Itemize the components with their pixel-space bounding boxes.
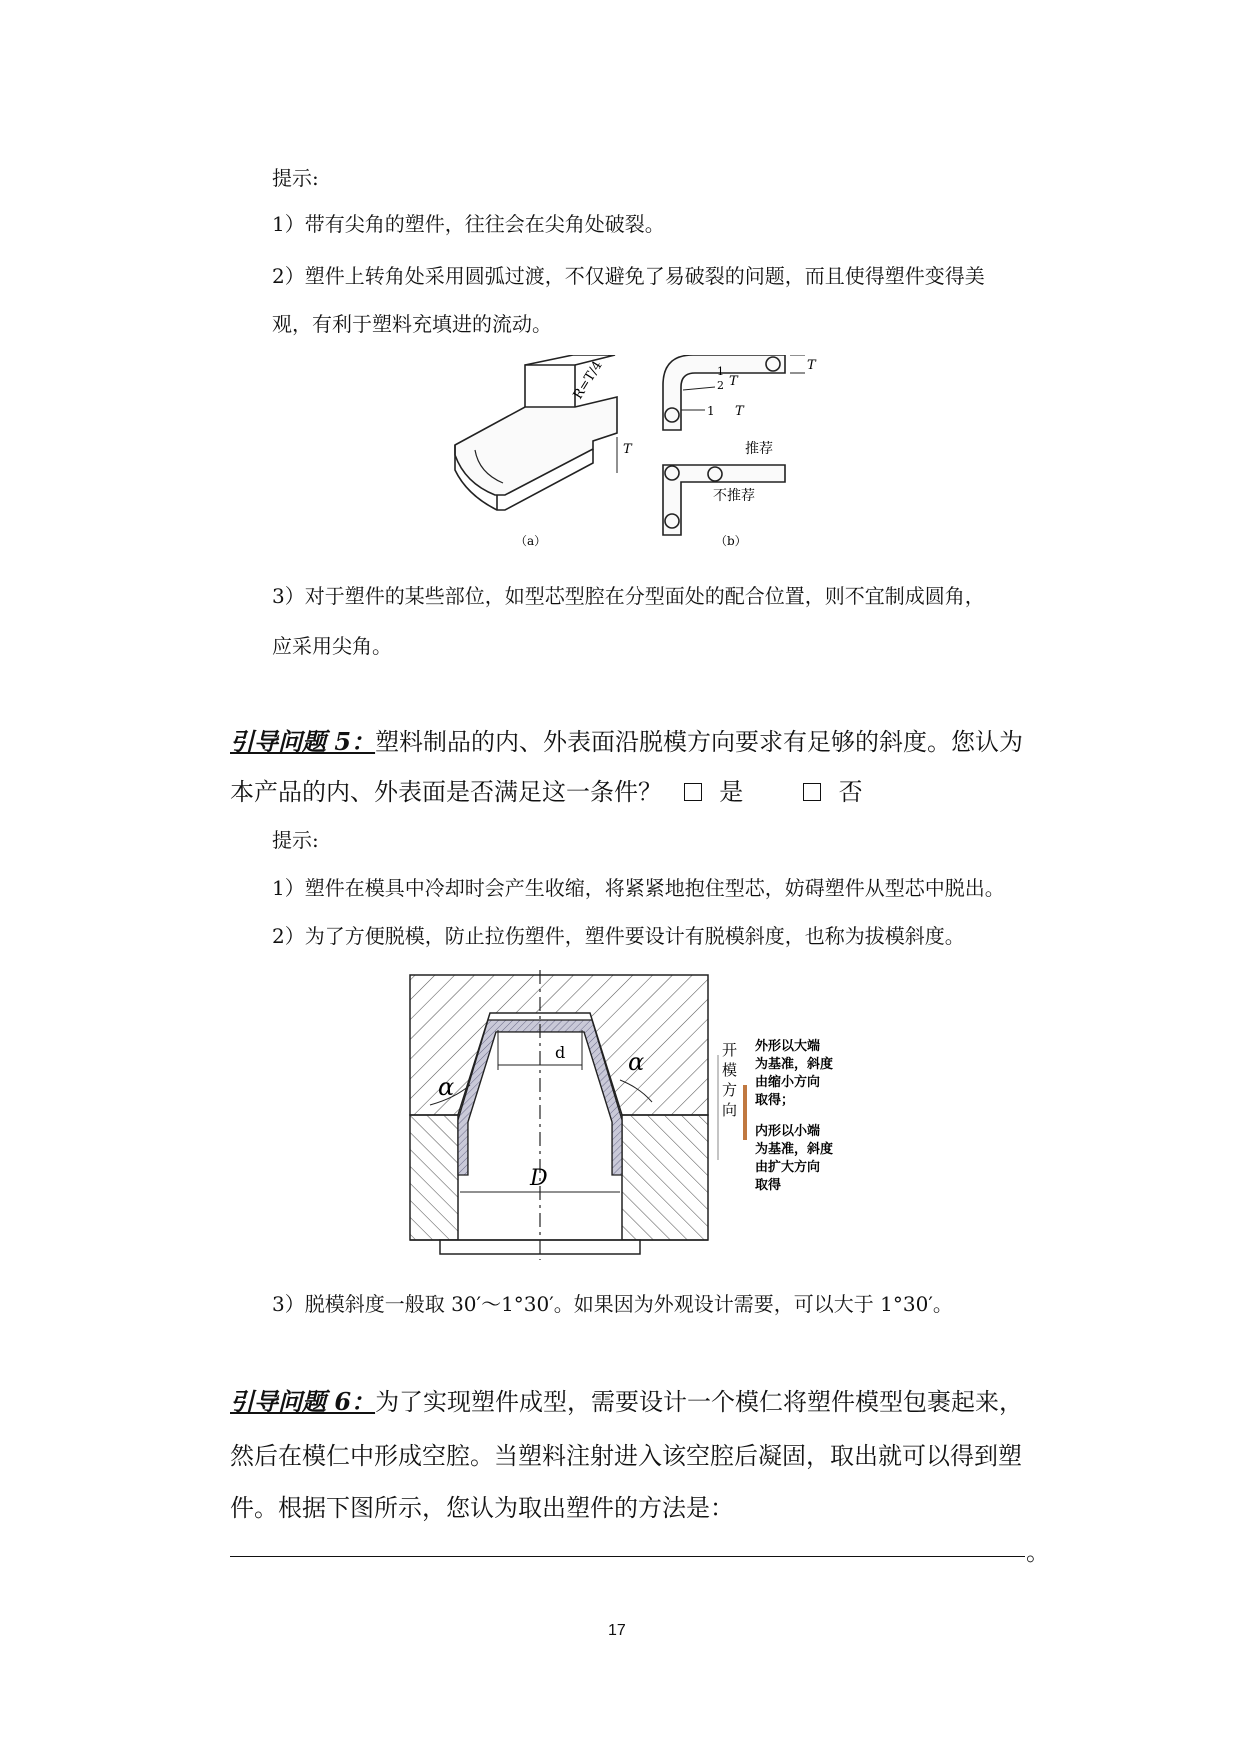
tip-2-continued: 观，有利于塑料充填进的流动。 xyxy=(272,312,552,336)
question-6-label: 引导问题 6： xyxy=(230,1387,376,1416)
recommended-label: 推荐 xyxy=(745,441,773,457)
not-recommended-label: 不推荐 xyxy=(713,488,755,504)
q5-tip-1: 1）塑件在模具中冷却时会产生收缩，将紧紧地抱住型芯，妨碍塑件从型芯中脱出。 xyxy=(272,876,1005,900)
note-outer-2: 为基准，斜度 xyxy=(755,1057,834,1072)
dim-D-label: D xyxy=(530,1166,548,1191)
answer-end-period: 。 xyxy=(1026,1538,1050,1566)
note-outer-4: 取得； xyxy=(755,1093,795,1108)
note-inner-2: 为基准，斜度 xyxy=(755,1142,834,1157)
alpha-left-label: α xyxy=(438,1073,455,1101)
tip-1: 1）带有尖角的塑件，往往会在尖角处破裂。 xyxy=(272,212,665,236)
dim-d-label: d xyxy=(555,1043,566,1062)
thickness-label-b: T xyxy=(807,358,816,373)
question-6-line1 xyxy=(230,1382,1023,1417)
tip-2: 2）塑件上转角处采用圆弧过渡，不仅避免了易破裂的问题，而且使得塑件变得美 xyxy=(272,264,985,288)
option-yes-label: 是 xyxy=(719,778,744,806)
question-6-line2: 然后在模仁中形成空腔。当塑料注射进入该空腔后凝固，取出就可以得到塑 xyxy=(230,1442,1022,1470)
one-half-t-label: T xyxy=(735,404,744,419)
open-dir-4: 向 xyxy=(722,1101,738,1119)
note-outer-1: 外形以大端 xyxy=(755,1039,821,1054)
question-5-line2 xyxy=(230,772,863,807)
thickness-label-a: T xyxy=(623,442,632,457)
tip-3-line1: 3）对于塑件的某些部位，如型芯型腔在分型面处的配合位置，则不宜制成圆角， xyxy=(272,584,985,608)
option-no-label: 否 xyxy=(838,778,863,806)
question-5-label: 引导问题 5： xyxy=(230,727,376,756)
caption-a: （a） xyxy=(515,534,547,548)
frac-den: 2 xyxy=(717,379,724,392)
note-inner-3: 由扩大方向 xyxy=(755,1160,821,1175)
question-5-text: 塑料制品的内、外表面沿脱模方向要求有足够的斜度。您认为 xyxy=(375,728,1024,756)
checkbox-yes[interactable] xyxy=(684,783,702,801)
question-6-text: 为了实现塑件成型，需要设计一个模仁将塑件模型包裹起来， xyxy=(375,1388,1024,1416)
one-half-label: 1 xyxy=(707,404,715,418)
note-inner-4: 取得 xyxy=(755,1178,782,1193)
hint-label: 提示: xyxy=(272,166,319,190)
answer-line[interactable] xyxy=(230,1556,1025,1557)
frac-num: 1 xyxy=(717,365,724,378)
note-inner-1: 内形以小端 xyxy=(755,1124,821,1139)
open-dir-1: 开 xyxy=(722,1041,738,1059)
caption-b: （b） xyxy=(715,534,747,548)
alpha-right-label: α xyxy=(628,1048,645,1076)
question-6-line3: 件。根据下图所示，您认为取出塑件的方法是： xyxy=(230,1494,734,1522)
figure-fillet-corners xyxy=(445,355,830,555)
hint-label-q5: 提示: xyxy=(272,828,319,852)
q5-tip-2: 2）为了方便脱模，防止拉伤塑件，塑件要设计有脱模斜度，也称为拔模斜度。 xyxy=(272,924,965,948)
question-5-line1 xyxy=(230,722,1023,757)
page-number: 17 xyxy=(608,1622,626,1639)
question-5-text-2: 本产品的内、外表面是否满足这一条件？ xyxy=(230,778,662,806)
tip-3-line2: 应采用尖角。 xyxy=(272,634,392,658)
fillet-radius-label: R=T/4 xyxy=(570,358,606,403)
note-outer-3: 由缩小方向 xyxy=(755,1075,821,1090)
figure-draft-angle xyxy=(400,970,860,1265)
open-dir-2: 模 xyxy=(722,1061,738,1079)
checkbox-no[interactable] xyxy=(803,783,821,801)
open-dir-3: 方 xyxy=(722,1081,738,1099)
q5-tip-3: 3）脱模斜度一般取 30′～1°30′。如果因为外观设计需要，可以大于 1°30′。 xyxy=(272,1292,953,1316)
half-t-label: T xyxy=(729,374,738,389)
